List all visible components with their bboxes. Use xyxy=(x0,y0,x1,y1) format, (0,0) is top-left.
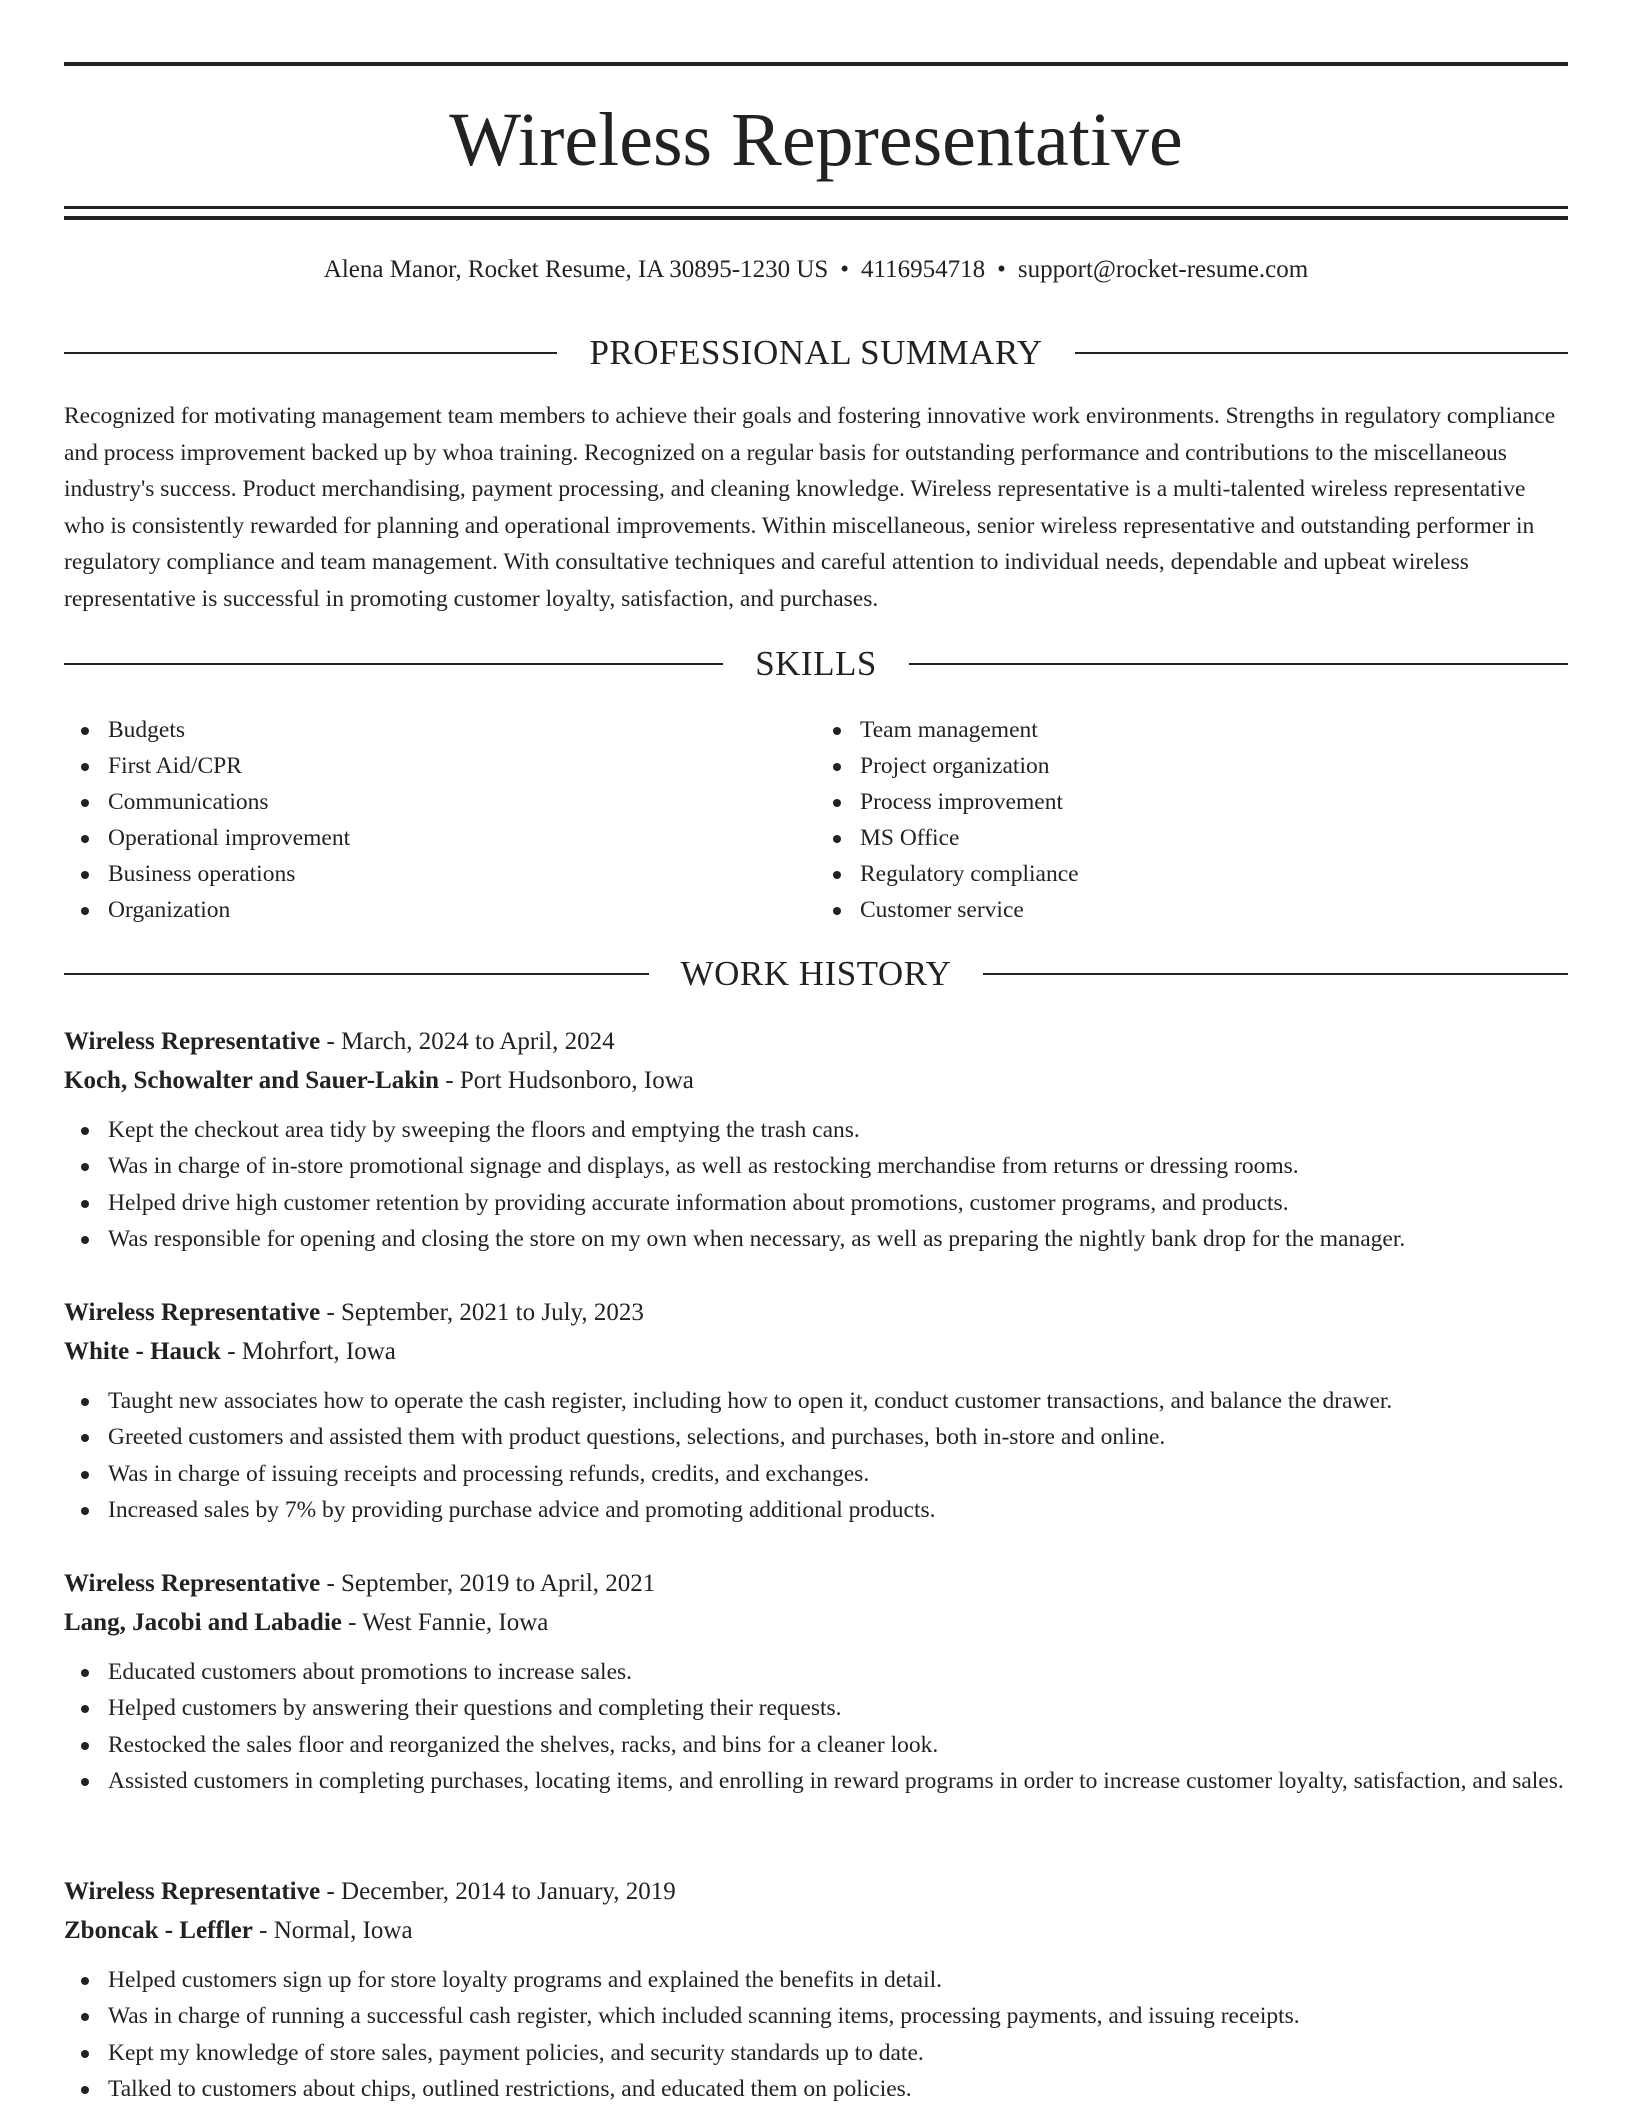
job-dates: - September, 2019 to April, 2021 xyxy=(320,1570,656,1597)
job-location: - Mohrfort, Iowa xyxy=(220,1338,396,1365)
contact-address: Alena Manor, Rocket Resume, IA 30895-1230 US xyxy=(323,256,829,283)
job-bullet: Helped drive high customer retention by providing accurate information about promotions, customer programs, and products. xyxy=(64,1185,1568,1221)
job-title: Wireless Representative xyxy=(64,1878,321,1905)
skill-item: Customer service xyxy=(816,892,1568,928)
job-bullet: Was responsible for opening and closing the store on my own when necessary, as well as preparing the nightly bank drop for the manager. xyxy=(64,1221,1568,1257)
job-company: Koch, Schowalter and Sauer-Lakin xyxy=(64,1067,440,1094)
job-title-line xyxy=(64,1293,1568,1332)
top-rule xyxy=(64,62,1568,66)
job-company-line xyxy=(64,1911,1568,1950)
skill-item: Team management xyxy=(816,712,1568,748)
job-title: Wireless Representative xyxy=(64,1028,321,1055)
skills-heading: SKILLS xyxy=(755,644,877,683)
job-bullet: Taught new associates how to operate the cash register, including how to open it, conduct customer transactions, and balance the drawer. xyxy=(64,1383,1568,1419)
skill-item: Organization xyxy=(64,892,816,928)
job-bullets xyxy=(64,1962,1568,2107)
skills-heading-row xyxy=(64,642,1568,686)
summary-heading-row xyxy=(64,331,1568,375)
heading-rule-right xyxy=(909,663,1568,665)
job-bullet: Educated customers about promotions to increase sales. xyxy=(64,1654,1568,1690)
job-bullet: Was in charge of running a successful cash register, which included scanning items, processing payments, and issuing receipts. xyxy=(64,1998,1568,2034)
job-bullet: Assisted customers in completing purchases, locating items, and enrolling in reward programs in order to increase customer loyalty, satisfaction, and sales. xyxy=(64,1763,1568,1799)
job-entry xyxy=(64,1022,1568,1257)
job-bullets xyxy=(64,1654,1568,1799)
job-bullet: Helped customers sign up for store loyalty programs and explained the benefits in detail. xyxy=(64,1962,1568,1998)
contact-line xyxy=(64,252,1568,288)
resume-title: Wireless Representative xyxy=(449,98,1183,182)
job-title-line xyxy=(64,1022,1568,1061)
job-company: Zboncak - Leffler xyxy=(64,1917,253,1944)
heading-rule-right xyxy=(1075,352,1568,354)
job-bullet: Talked to customers about chips, outlined restrictions, and educated them on policies. xyxy=(64,2071,1568,2107)
skill-item: Communications xyxy=(64,784,816,820)
job-company-line xyxy=(64,1603,1568,1642)
heading-rule-right xyxy=(983,973,1568,975)
job-dates: - March, 2024 to April, 2024 xyxy=(320,1028,615,1055)
skill-item: Project organization xyxy=(816,748,1568,784)
job-bullet: Helped customers by answering their questions and completing their requests. xyxy=(64,1690,1568,1726)
job-company: White - Hauck xyxy=(64,1338,221,1365)
summary-text: Recognized for motivating management team members to achieve their goals and fostering innovative work environments. Strengths in regulatory compliance and process improvement backed up by whoa training. Recognized on a regular basis for outstanding performance and contributions to the miscellaneous industry's success. Product merchandising, payment processing, and cleaning knowledge. Wireless representative is a multi-talented wireless representative who is consistently rewarded for planning and operational improvements. Within miscellaneous, senior wireless representative and outstanding performer in regulatory compliance and team management. With consultative techniques and careful attention to individual needs, dependable and upbeat wireless representative is successful in promoting customer loyalty, satisfaction, and purchases. xyxy=(64,403,1556,612)
job-bullet: Increased sales by 7% by providing purchase advice and promoting additional products. xyxy=(64,1492,1568,1528)
heading-rule-left xyxy=(64,663,723,665)
skills-list xyxy=(64,712,1568,928)
job-bullets xyxy=(64,1112,1568,1257)
job-title: Wireless Representative xyxy=(64,1570,321,1597)
skill-item: Regulatory compliance xyxy=(816,856,1568,892)
job-entry xyxy=(64,1564,1568,1799)
heading-rule-left xyxy=(64,973,649,975)
job-bullet: Was in charge of in-store promotional signage and displays, as well as restocking merchandise from returns or dressing rooms. xyxy=(64,1148,1568,1184)
job-title-line xyxy=(64,1872,1568,1911)
work-heading: WORK HISTORY xyxy=(680,954,952,993)
job-title-line xyxy=(64,1564,1568,1603)
job-entry xyxy=(64,1293,1568,1528)
title-double-rule xyxy=(64,206,1568,220)
contact-email: support@rocket-resume.com xyxy=(1017,256,1309,283)
job-entry xyxy=(64,1872,1568,2107)
skill-item: First Aid/CPR xyxy=(64,748,816,784)
contact-separator: • xyxy=(997,256,1006,283)
job-dates: - September, 2021 to July, 2023 xyxy=(320,1299,644,1326)
skill-item: Business operations xyxy=(64,856,816,892)
skill-item: MS Office xyxy=(816,820,1568,856)
job-location: - West Fannie, Iowa xyxy=(341,1609,549,1636)
skill-item: Operational improvement xyxy=(64,820,816,856)
skills-column-right xyxy=(816,712,1568,928)
skill-item: Budgets xyxy=(64,712,816,748)
job-bullet: Restocked the sales floor and reorganized the shelves, racks, and bins for a cleaner look. xyxy=(64,1727,1568,1763)
job-location: - Normal, Iowa xyxy=(252,1917,413,1944)
job-location: - Port Hudsonboro, Iowa xyxy=(439,1067,694,1094)
job-bullet: Was in charge of issuing receipts and processing refunds, credits, and exchanges. xyxy=(64,1456,1568,1492)
job-company-line xyxy=(64,1061,1568,1100)
heading-rule-left xyxy=(64,352,557,354)
contact-separator: • xyxy=(840,256,850,283)
skills-column-left xyxy=(64,712,816,928)
work-heading-row xyxy=(64,952,1568,996)
contact-phone: 4116954718 xyxy=(861,256,986,283)
job-bullet: Greeted customers and assisted them with product questions, selections, and purchases, both in-store and online. xyxy=(64,1419,1568,1455)
job-title: Wireless Representative xyxy=(64,1299,321,1326)
job-dates: - December, 2014 to January, 2019 xyxy=(320,1878,676,1905)
summary-heading: PROFESSIONAL SUMMARY xyxy=(589,333,1043,372)
job-company-line xyxy=(64,1332,1568,1371)
skill-item: Process improvement xyxy=(816,784,1568,820)
job-bullet: Kept my knowledge of store sales, payment policies, and security standards up to date. xyxy=(64,2035,1568,2071)
job-bullets xyxy=(64,1383,1568,1528)
job-company: Lang, Jacobi and Labadie xyxy=(64,1609,342,1636)
job-bullet: Kept the checkout area tidy by sweeping the floors and emptying the trash cans. xyxy=(64,1112,1568,1148)
